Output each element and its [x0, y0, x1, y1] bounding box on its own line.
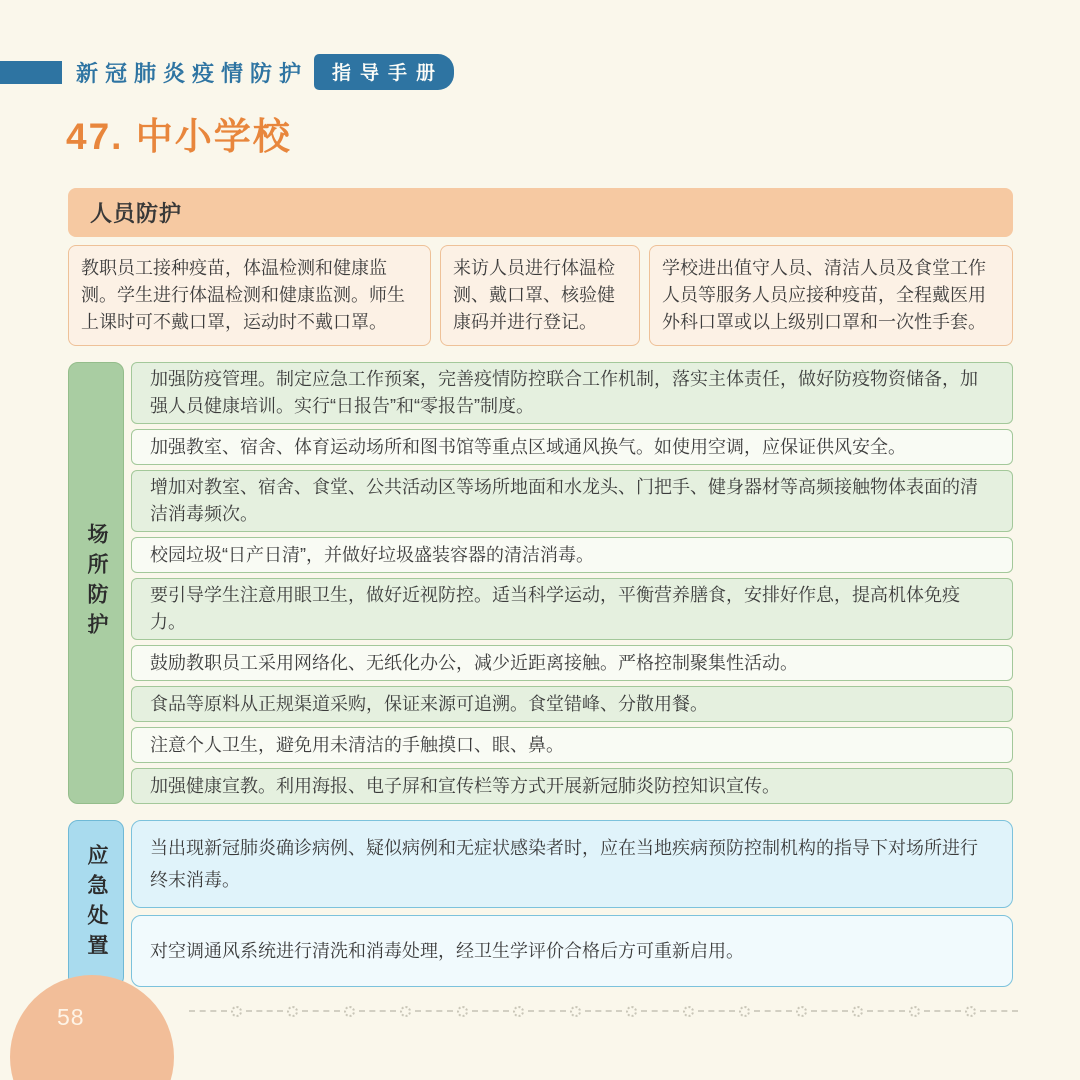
venue-rows: [131, 362, 1013, 804]
chain-dash: [698, 1010, 736, 1012]
personnel-item: [68, 245, 431, 346]
emergency-item-text: 对空调通风系统进行清洗和消毒处理，经卫生学评价合格后方可重新启用。: [150, 940, 744, 961]
chain-dash: [415, 1010, 453, 1012]
chain-dash: [472, 1010, 510, 1012]
emergency-item: [131, 820, 1013, 908]
personnel-boxes: [68, 245, 1013, 346]
venue-item: [131, 362, 1013, 424]
venue-item-text: 加强教室、宿舍、体育运动场所和图书馆等重点区域通风换气。如使用空调，应保证供风安全。: [150, 436, 906, 457]
emergency-section: [68, 820, 1013, 987]
venue-item-text: 校园垃圾“日产日清”，并做好垃圾盛装容器的清洁消毒。: [150, 544, 594, 565]
header-accent-bar: [0, 61, 62, 84]
venue-item: [131, 429, 1013, 465]
personnel-item-text: 学校进出值守人员、清洁人员及食堂工作人员等服务人员应接种疫苗，全程戴医用外科口罩或以上级别口罩和一次性手套。: [662, 258, 986, 332]
footer-chain: [185, 1003, 1022, 1019]
venue-item: [131, 537, 1013, 573]
personnel-item-text: 教职员工接种疫苗，体温检测和健康监测。学生进行体温检测和健康监测。师生上课时可不戴口罩，运动时不戴口罩。: [81, 258, 405, 332]
chain-ring-icon: [739, 1006, 750, 1017]
chain-ring-icon: [683, 1006, 694, 1017]
chain-ring-icon: [513, 1006, 524, 1017]
page-title: 47. 中小学校: [66, 116, 292, 157]
venue-sidebar-label: 场所防护: [85, 523, 108, 643]
venue-item: [131, 578, 1013, 640]
chain-ring-icon: [231, 1006, 242, 1017]
chain-ring-icon: [287, 1006, 298, 1017]
chain-dash: [811, 1010, 849, 1012]
venue-item: [131, 686, 1013, 722]
page-number: 58: [57, 1004, 85, 1030]
chain-ring-icon: [570, 1006, 581, 1017]
manual-title: 新冠肺炎疫情防护: [76, 60, 309, 86]
chain-dash: [641, 1010, 679, 1012]
venue-item: [131, 470, 1013, 532]
venue-item-text: 要引导学生注意用眼卫生，做好近视防控。适当科学运动，平衡营养膳食，安排好作息，提高机体免疫力。: [150, 585, 960, 632]
chain-dash: [980, 1010, 1018, 1012]
venue-item: [131, 727, 1013, 763]
chain-ring-icon: [626, 1006, 637, 1017]
chain-ring-icon: [344, 1006, 355, 1017]
chain-ring-icon: [796, 1006, 807, 1017]
personnel-item: [440, 245, 640, 346]
venue-item-text: 增加对教室、宿舍、食堂、公共活动区等场所地面和水龙头、门把手、健身器材等高频接触物体表面的清洁消毒频次。: [150, 477, 978, 524]
venue-item-text: 加强健康宣教。利用海报、电子屏和宣传栏等方式开展新冠肺炎防控知识宣传。: [150, 775, 780, 796]
emergency-boxes: [131, 820, 1013, 987]
venue-item-text: 注意个人卫生，避免用未清洁的手触摸口、眼、鼻。: [150, 734, 564, 755]
venue-sidebar: [68, 362, 124, 804]
venue-section: [68, 362, 1013, 804]
chain-dash: [754, 1010, 792, 1012]
venue-item-text: 加强防疫管理。制定应急工作预案，完善疫情防控联合工作机制，落实主体责任，做好防疫物资储备，加强人员健康培训。实行“日报告”和“零报告”制度。: [150, 369, 978, 416]
emergency-item-text: 当出现新冠肺炎确诊病例、疑似病例和无症状感染者时，应在当地疾病预防控制机构的指导下对场所进行终末消毒。: [150, 837, 978, 890]
venue-item-text: 鼓励教职员工采用网络化、无纸化办公，减少近距离接触。严格控制聚集性活动。: [150, 652, 798, 673]
page-content: [68, 188, 1013, 987]
chain-ring-icon: [400, 1006, 411, 1017]
chain-dash: [528, 1010, 566, 1012]
page-number-circle: [10, 975, 174, 1080]
chain-ring-icon: [852, 1006, 863, 1017]
personnel-item: [649, 245, 1013, 346]
venue-item: [131, 645, 1013, 681]
chain-dash: [924, 1010, 962, 1012]
chain-ring-icon: [965, 1006, 976, 1017]
page-header: [0, 56, 1080, 88]
chain-ring-icon: [457, 1006, 468, 1017]
personnel-section-header: 人员防护: [68, 188, 1013, 237]
venue-item: [131, 768, 1013, 804]
chain-dash: [867, 1010, 905, 1012]
personnel-item-text: 来访人员进行体温检测、戴口罩、核验健康码并进行登记。: [453, 258, 615, 332]
venue-item-text: 食品等原料从正规渠道采购，保证来源可追溯。食堂错峰、分散用餐。: [150, 693, 708, 714]
chain-ring-icon: [909, 1006, 920, 1017]
emergency-sidebar: [68, 820, 124, 987]
chain-dash: [585, 1010, 623, 1012]
chain-dash: [189, 1010, 227, 1012]
emergency-sidebar-label: 应急处置: [85, 843, 108, 964]
emergency-item: [131, 915, 1013, 987]
manual-badge: 指导手册: [314, 54, 454, 90]
chain-dash: [246, 1010, 284, 1012]
chain-dash: [359, 1010, 397, 1012]
chain-dash: [302, 1010, 340, 1012]
